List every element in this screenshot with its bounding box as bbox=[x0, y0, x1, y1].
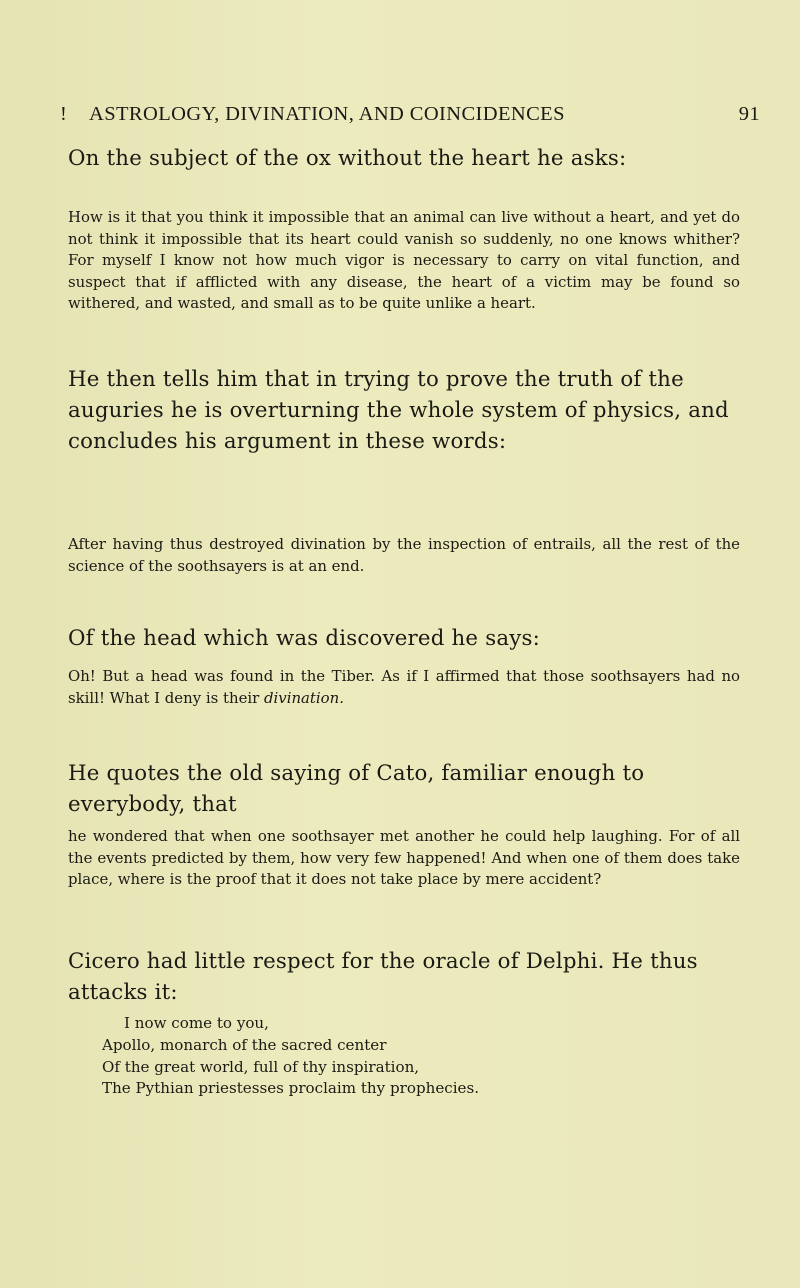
paragraph-text: Of the head which was discovered he says: bbox=[68, 626, 540, 651]
quote-ox-heart bbox=[68, 207, 740, 315]
paragraph-cato bbox=[68, 758, 740, 820]
quote-italic: divination. bbox=[264, 688, 344, 707]
verse-line: Apollo, monarch of the sacred center bbox=[102, 1035, 387, 1054]
paragraph-head bbox=[68, 623, 740, 654]
paragraph-text: Cicero had little respect for the oracle of Delphi. He thus attacks it: bbox=[68, 949, 698, 1005]
quote-soothsayers bbox=[68, 826, 740, 891]
quote-tiber bbox=[68, 666, 740, 709]
page-number: 91 bbox=[738, 103, 760, 125]
quote-body: Oh! But a head was found in the Tiber. As if I affirmed that those soothsayers had no skill! What I deny is their bbox=[68, 667, 740, 707]
chapter-title: ASTROLOGY, DIVINATION, AND COINCIDENCES bbox=[89, 103, 565, 125]
margin-mark: ! bbox=[60, 103, 68, 125]
quote-text: How is it that you think it impossible that an animal can live without a heart, and yet do not think it impossible that its heart could vanish so suddenly, no one knows whither? For myself I know not how much vigor is necessary to carry on vital function, and suspect that if afflicted with any disease, the heart of a victim may be found so withered, and wasted, and small as to be quite unlike a heart. bbox=[68, 208, 740, 313]
paragraph-ox-heart bbox=[68, 143, 740, 174]
paragraph-auguries bbox=[68, 364, 740, 457]
quote-text: After having thus destroyed divination by the inspection of entrails, all the rest of the science of the soothsayers is at an end. bbox=[68, 535, 740, 575]
quote-text bbox=[68, 666, 740, 709]
paragraph-text: He then tells him that in trying to prove the truth of the auguries he is overturning the whole system of physics, and concludes his argument in these words: bbox=[68, 367, 729, 454]
verse-line: I now come to you, bbox=[124, 1014, 269, 1032]
running-head bbox=[60, 103, 760, 133]
verse-line: The Pythian priestesses proclaim thy prophecies. bbox=[102, 1079, 480, 1098]
quote-text: he wondered that when one soothsayer met another he could help laughing. For of all the events predicted by them, how very few happened! And when one of them does take place, where is the proof that it does not take place by mere accident? bbox=[68, 827, 740, 889]
verse-quote bbox=[102, 1013, 722, 1100]
quote-entrails bbox=[68, 534, 740, 577]
paragraph-text: On the subject of the ox without the heart he asks: bbox=[68, 146, 627, 171]
verse-line: Of the great world, full of thy inspiration, bbox=[102, 1057, 420, 1076]
paragraph-delphi bbox=[68, 946, 740, 1008]
paragraph-text: He quotes the old saying of Cato, familiar enough to everybody, that bbox=[68, 761, 645, 817]
